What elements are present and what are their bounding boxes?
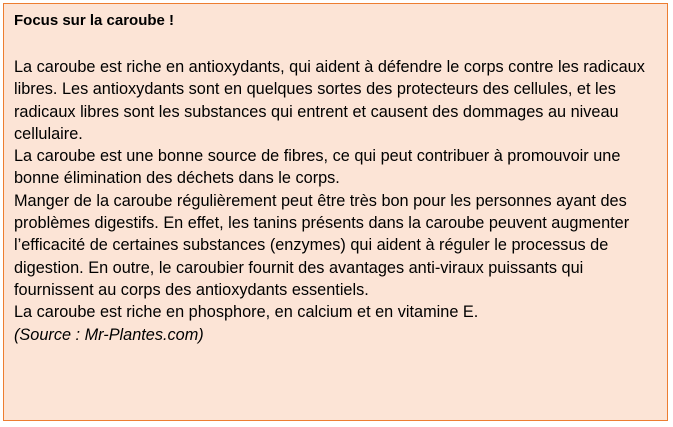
paragraph-fibres: La caroube est une bonne source de fibres, ce qui peut contribuer à promouvoir une bonne élimination des déchets dans le corps.	[14, 147, 621, 188]
paragraph-digestion: Manger de la caroube régulièrement peut être très bon pour les personnes ayant des problèmes digestifs. En effet, les tanins présents dans la caroube peuvent augmenter l’efficacité de certaines substances (enzymes) qui aident à réguler le processus de digestion. En outre, le caroubier fournit des avantages anti-viraux puissants qui fournissent au corps des antioxydants essentiels.	[14, 191, 630, 299]
paragraph-antioxidants: La caroube est riche en antioxydants, qui aident à défendre le corps contre les radicaux libres. Les antioxydants sont en quelques sortes des protecteurs des cellules, et les radicaux libres sont les substances qui entrent et causent des dommages au niveau cellulaire.	[14, 58, 645, 143]
box-title: Focus sur la caroube !	[14, 12, 175, 29]
info-box	[3, 3, 668, 421]
source-citation: (Source : Mr-Plantes.com)	[14, 325, 204, 344]
paragraph-minerals: La caroube est riche en phosphore, en calcium et en vitamine E.	[14, 303, 479, 322]
spacer	[14, 32, 659, 56]
